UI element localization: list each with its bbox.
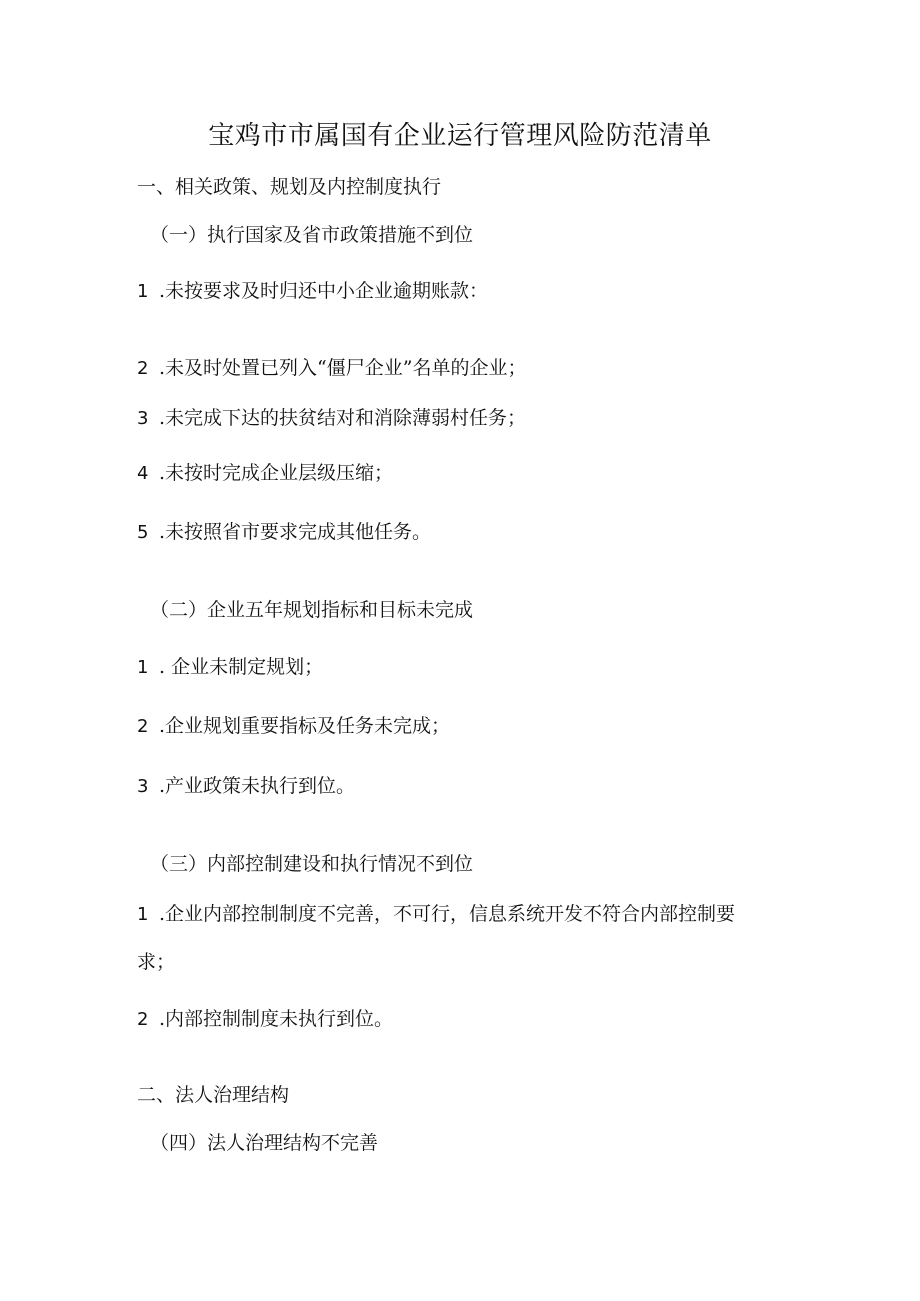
item-number: 1 <box>137 904 149 925</box>
item-text: . 企业未制定规划； <box>159 656 324 678</box>
subsection-heading-1: （一）执行国家及省市政策措施不到位 <box>150 224 474 246</box>
item-number: 2 <box>137 716 149 737</box>
item-number: 1 <box>137 281 149 302</box>
item-text: .内部控制制度未执行到位。 <box>159 1008 394 1030</box>
item-number: 5 <box>137 522 149 543</box>
item-text: .未完成下达的扶贫结对和消除薄弱村任务； <box>159 407 527 429</box>
item-number: 2 <box>137 358 149 379</box>
item-text: .产业政策未执行到位。 <box>159 775 356 797</box>
item-text: .未及时处置已列入“僵尸企业”名单的企业； <box>159 357 527 379</box>
item-number: 1 <box>137 657 149 678</box>
item-number: 2 <box>137 1009 149 1030</box>
list-item <box>137 356 526 381</box>
list-item <box>137 406 526 431</box>
list-item <box>137 714 450 739</box>
document-title: 宝鸡市市属国有企业运行管理风险防范清单 <box>208 121 712 151</box>
item-text: .企业内部控制制度不完善，不可行，信息系统开发不符合内部控制要 <box>159 903 736 925</box>
list-item <box>137 461 393 486</box>
item-number: 3 <box>137 776 149 797</box>
list-item-continuation: 求； <box>137 951 176 973</box>
section-heading-1: 一、相关政策、规划及内控制度执行 <box>137 176 442 198</box>
section-heading-2: 二、法人治理结构 <box>137 1084 290 1106</box>
item-number: 3 <box>137 408 149 429</box>
list-item <box>137 279 488 304</box>
list-item <box>137 774 355 799</box>
item-text: .未按要求及时归还中小企业逾期账款： <box>159 280 489 302</box>
item-number: 4 <box>137 463 149 484</box>
list-item <box>137 520 431 545</box>
subsection-heading-4: （四）法人治理结构不完善 <box>150 1132 379 1154</box>
list-item <box>137 1007 393 1032</box>
list-item <box>137 655 323 680</box>
subsection-heading-2: （二）企业五年规划指标和目标未完成 <box>150 599 474 621</box>
item-text: .未按照省市要求完成其他任务。 <box>159 521 432 543</box>
subsection-heading-3: （三）内部控制建设和执行情况不到位 <box>150 853 474 875</box>
item-text: .企业规划重要指标及任务未完成； <box>159 715 451 737</box>
list-item <box>137 902 735 927</box>
item-text: .未按时完成企业层级压缩； <box>159 462 394 484</box>
